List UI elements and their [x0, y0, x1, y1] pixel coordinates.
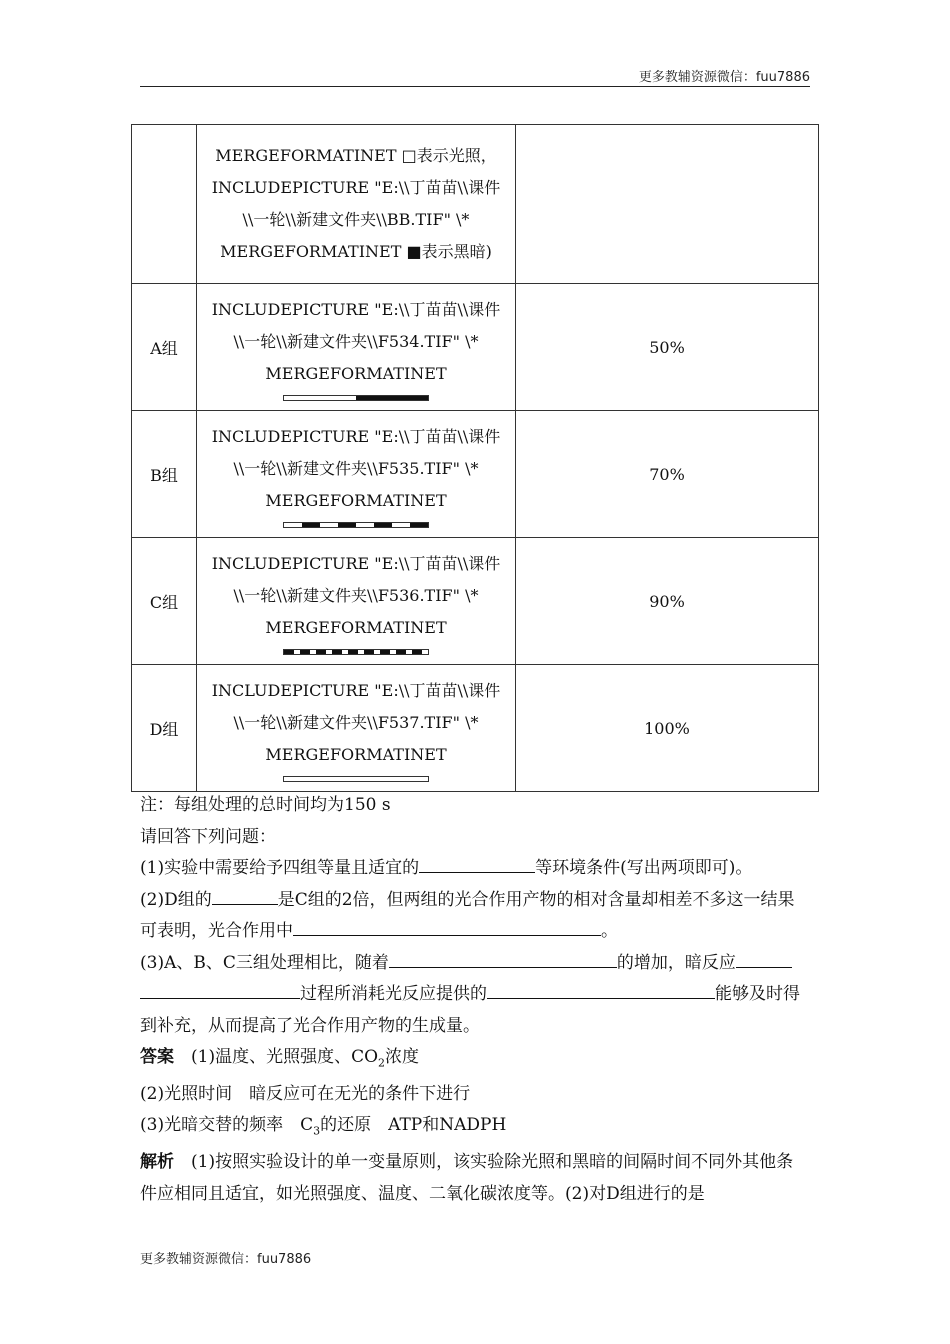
q2-text-b: 是C组的2倍，但两组的光合作用产物的相对含量却相差不多这一结果可表明，光合作用中: [140, 889, 795, 941]
light-dark-pattern-icon: [283, 395, 429, 401]
light-dark-pattern-icon: [283, 649, 429, 655]
answer-text: (3)光暗交替的频率 C: [140, 1115, 314, 1136]
analysis: [140, 1147, 810, 1210]
table-row: [132, 665, 819, 792]
page-footer: 更多教辅资源微信：fuu7886: [140, 1252, 312, 1267]
question-2: [140, 885, 810, 948]
analysis-label: 解析: [140, 1152, 174, 1173]
table-note: 注：每组处理的总时间均为150 s: [140, 795, 391, 815]
q3-text-c: 过程所消耗光反应提供的: [300, 984, 487, 1004]
q3-text-d: 能够及时得到补充，从而提高了光合作用产物的生成量。: [140, 984, 800, 1036]
treatment-cell: [197, 125, 516, 284]
result-cell: 50%: [516, 284, 819, 411]
group-cell: [132, 125, 197, 284]
result-cell: 90%: [516, 538, 819, 665]
table-row: [132, 284, 819, 411]
light-pattern-icon: [283, 776, 429, 782]
answer-blank: [212, 886, 278, 905]
question-1: [140, 853, 810, 885]
treatment-text: MERGEFORMATINET □表示光照， INCLUDEPICTURE "E:\\丁苗苗\\课件\\一轮\\新建文件夹\\BB.TIF" \* MERGEFORMATINET ■表示黑暗): [211, 146, 501, 261]
q3-text-b: 的增加，暗反应: [616, 952, 736, 973]
light-dark-pattern-icon: [283, 522, 429, 528]
answer-line-3: [140, 1110, 810, 1147]
question-body: [140, 790, 810, 1210]
treatment-text: INCLUDEPICTURE "E:\\丁苗苗\\课件\\一轮\\新建文件夹\\F537.TIF" \* MERGEFORMATINET: [211, 680, 501, 764]
treatment-text: INCLUDEPICTURE "E:\\丁苗苗\\课件\\一轮\\新建文件夹\\F536.TIF" \* MERGEFORMATINET: [211, 553, 501, 637]
answer-line-2: (2)光照时间 暗反应可在无光的条件下进行: [140, 1083, 471, 1104]
answer-blank: [389, 949, 617, 968]
group-cell: C组: [132, 538, 197, 665]
answer-text: 的还原 ATP和NADPH: [320, 1115, 507, 1136]
answer-blank: [487, 980, 715, 999]
treatment-cell: [197, 284, 516, 411]
answer-blank: [736, 949, 792, 968]
subscript: 3: [313, 1124, 321, 1138]
answer-line-1: [140, 1042, 810, 1079]
q2-text-a: (2)D组的: [140, 889, 212, 910]
treatment-cell: [197, 665, 516, 792]
treatment-text: INCLUDEPICTURE "E:\\丁苗苗\\课件\\一轮\\新建文件夹\\F534.TIF" \* MERGEFORMATINET: [211, 299, 501, 383]
answer-text: (1)温度、光照强度、CO: [191, 1047, 379, 1067]
answer-blank: [140, 980, 300, 999]
answer-blank: [419, 854, 535, 873]
result-cell: [516, 125, 819, 284]
treatment-cell: [197, 411, 516, 538]
group-cell: A组: [132, 284, 197, 411]
treatment-text: INCLUDEPICTURE "E:\\丁苗苗\\课件\\一轮\\新建文件夹\\F535.TIF" \* MERGEFORMATINET: [211, 426, 501, 510]
table-row: [132, 538, 819, 665]
result-cell: 100%: [516, 665, 819, 792]
question-prompt: 请回答下列问题：: [140, 826, 276, 847]
page-header: 更多教辅资源微信：fuu7886: [638, 70, 810, 85]
group-cell: D组: [132, 665, 197, 792]
subscript: 2: [378, 1056, 386, 1070]
q1-text-a: (1)实验中需要给予四组等量且适宜的: [140, 858, 420, 878]
q3-text-a: (3)A、B、C三组处理相比，随着: [140, 952, 389, 973]
q1-text-b: 等环境条件(写出两项即可)。: [535, 858, 753, 878]
header-rule: [140, 86, 810, 87]
experiment-table: [131, 124, 819, 792]
treatment-cell: [197, 538, 516, 665]
table-row: [132, 411, 819, 538]
answer-text: 浓度: [385, 1047, 420, 1067]
answer-label: 答案: [140, 1047, 174, 1067]
question-3: [140, 948, 810, 1043]
q2-text-c: 。: [601, 921, 618, 941]
table-row: [132, 125, 819, 284]
answer-blank: [293, 917, 601, 936]
analysis-text: (1)按照实验设计的单一变量原则，该实验除光照和黑暗的间隔时间不同外其他条件应相同且适宜，如光照强度、温度、二氧化碳浓度等。(2)对D组进行的是: [140, 1152, 794, 1204]
result-cell: 70%: [516, 411, 819, 538]
group-cell: B组: [132, 411, 197, 538]
